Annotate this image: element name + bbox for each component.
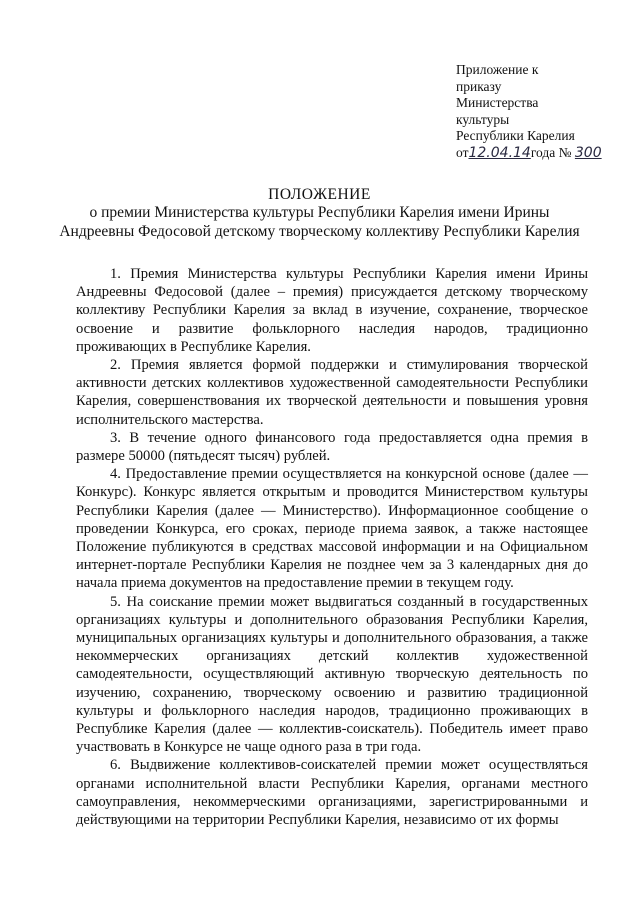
appendix-date-line	[456, 145, 616, 162]
appendix-line: Министерства	[456, 95, 539, 110]
document-subtitle-line: о премии Министерства культуры Республики Карелия имени Ирины	[89, 204, 550, 221]
paragraph: 5. На соискание премии может выдвигаться созданный в государственных организациях культуры и дополнительного образования Республики Карелия, муниципальных организациях культуры и дополнительного образования, а также некоммерческих организациях детский коллектив художественной самодеятельности, осуществляющий активную творческую деятельность по изучению, сохранению, творческому освоению и развитию традиционной культуры и фольклорного наследия народов, традиционно проживающих в Республике Карелия (далее — коллектив-соискатель). Победитель имеет право участвовать в Конкурсе не чаще одного раза в три года.	[76, 593, 588, 756]
document-heading: ПОЛОЖЕНИЕ	[268, 186, 371, 203]
year-word: года №	[530, 144, 572, 160]
appendix-block	[456, 62, 616, 161]
paragraph: 6. Выдвижение коллективов-соискателей премии может осуществляться органами исполнительной власти Республики Карелия, органами местного самоуправления, некоммерческими организациями, зарегистрированными и действующими на территории Республики Карелия, независимо от их формы	[76, 757, 588, 829]
document-body	[76, 265, 588, 829]
paragraph: 1. Премия Министерства культуры Республики Карелия имени Ирины Андреевны Федосовой (далее – премия) присуждается детскому творческому коллективу Республики Карелия за вклад в изучение, сохранение, творческое освоение и развитие фольклорного наследия народов, традиционно проживающих в Республике Карелия.	[76, 266, 588, 355]
appendix-line: приказу	[456, 78, 502, 94]
appendix-line: Республики Карелия	[456, 128, 575, 143]
paragraph: 3. В течение одного финансового года предоставляется одна премия в размере 50000 (пятьдесят тысяч) рублей.	[76, 429, 588, 465]
appendix-line: Приложение к	[456, 62, 539, 77]
appendix-line: культуры	[456, 111, 510, 127]
date-prefix: от	[456, 144, 469, 160]
paragraph: 4. Предоставление премии осуществляется на конкурсной основе (далее — Конкурс). Конкурс является открытым и проводится Министерством культуры Республики Карелия (далее — Министерство). Информационное сообщение о проведении Конкурса, его сроках, периоде приема заявок, а также настоящее Положение публикуются в средствах массовой информации и на Официальном интернет-портале Республики Карелия не позднее чем за 3 календарных дня до начала приема документов на предоставление премии в текущем году.	[76, 466, 588, 592]
handwritten-number: 300	[574, 144, 602, 161]
handwritten-date: 12.04.14	[468, 144, 531, 161]
document-subtitle-line: Андреевны Федосовой детскому творческому коллективу Республики Карелия	[59, 223, 580, 240]
paragraph: 2. Премия является формой поддержки и стимулирования творческой активности детских коллективов художественной самодеятельности Республики Карелия, совершенствования их творческой деятельности и повышения уровня исполнительского мастерства.	[76, 357, 588, 428]
